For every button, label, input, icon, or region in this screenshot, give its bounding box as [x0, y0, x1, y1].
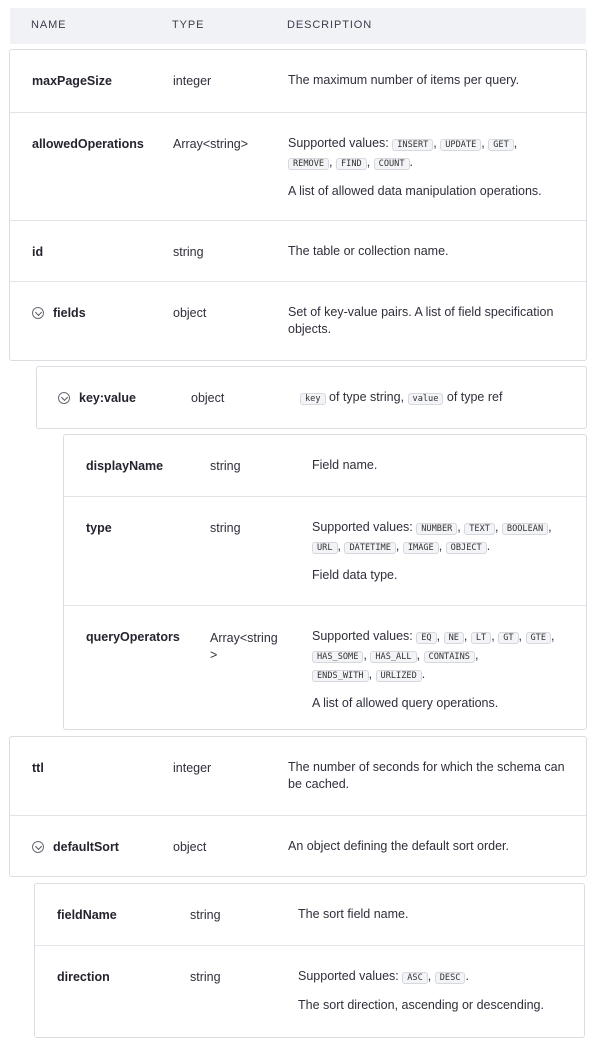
property-description: Set of key-value pairs. A list of field specification objects. — [288, 305, 554, 336]
property-description: key of type string, value of type ref — [300, 389, 502, 408]
expand-keyvalue-toggle[interactable]: key:value — [58, 391, 136, 405]
property-description: Supported values: NUMBER , TEXT , BOOLEAN , URL , DATETIME , IMAGE , OBJECT . Field data type. — [312, 520, 552, 582]
value-chip: HAS_SOME — [312, 651, 363, 663]
value-chip: URLIZED — [376, 670, 422, 682]
value-chip: NUMBER — [416, 523, 457, 535]
table-row-direction — [35, 945, 584, 1038]
property-type: Array<string> — [173, 137, 249, 151]
property-type: object — [173, 306, 207, 320]
table-header — [10, 8, 586, 44]
property-type: string — [210, 521, 241, 535]
value-chip: CONTAINS — [424, 651, 475, 663]
value-chip: EQ — [416, 632, 436, 644]
property-description: An object defining the default sort order. — [288, 839, 509, 853]
schema-properties-table — [9, 49, 587, 361]
table-row-fieldname — [35, 884, 584, 945]
property-description: Supported values: EQ , NE , LT , GT , GTE , HAS_SOME , HAS_ALL , CONTAINS , ENDS_WITH , URLIZED . A list of allowed query operations. — [312, 629, 555, 710]
property-description: Supported values: INSERT , UPDATE , GET , REMOVE , FIND , COUNT . A list of allowed data manipulation operations. — [288, 136, 542, 198]
property-type: object — [191, 391, 225, 405]
field-spec-table — [63, 434, 587, 730]
property-description: The maximum number of items per query. — [288, 73, 520, 87]
property-type: integer — [173, 761, 212, 775]
value-chip: FIND — [336, 158, 367, 170]
property-type: string — [190, 970, 221, 984]
property-description: The table or collection name. — [288, 244, 449, 258]
value-chip: HAS_ALL — [370, 651, 416, 663]
property-type: string — [210, 459, 241, 473]
property-description: The sort field name. — [298, 907, 409, 921]
value-chip: NE — [444, 632, 464, 644]
fields-nested-table — [36, 366, 587, 429]
chevron-down-icon — [32, 307, 44, 319]
value-chip: TEXT — [464, 523, 495, 535]
table-row-defaultsort[interactable] — [10, 815, 586, 877]
column-header-name: NAME — [31, 19, 67, 31]
column-header-description: DESCRIPTION — [287, 19, 373, 31]
chevron-down-icon — [32, 841, 44, 853]
property-type: Array<string > — [210, 631, 278, 662]
value-chip: DESC — [435, 972, 466, 984]
value-chip: COUNT — [374, 158, 410, 170]
value-chip: DATETIME — [344, 542, 395, 554]
table-row-displayname — [64, 435, 586, 496]
expand-fields-toggle[interactable]: fields — [32, 306, 86, 320]
property-name: maxPageSize — [32, 74, 112, 88]
property-type: object — [173, 840, 207, 854]
property-description: Field name. — [312, 458, 378, 472]
table-row-maxpagesize — [10, 50, 586, 112]
value-chip: URL — [312, 542, 338, 554]
property-name: id — [32, 245, 44, 259]
value-chip: key — [300, 393, 326, 405]
property-name: ttl — [32, 761, 44, 775]
table-row-fields[interactable] — [10, 281, 586, 360]
value-chip: GT — [498, 632, 518, 644]
value-chip: IMAGE — [403, 542, 439, 554]
property-name: allowedOperations — [32, 137, 144, 151]
property-description: Supported values: ASC , DESC . The sort direction, ascending or descending. — [298, 969, 544, 1012]
table-row-allowedoperations — [10, 112, 586, 221]
value-chip: value — [408, 393, 444, 405]
value-chip: GET — [488, 139, 514, 151]
value-chip: GTE — [526, 632, 552, 644]
column-header-type: TYPE — [172, 19, 205, 31]
table-row-queryoperators — [64, 605, 586, 729]
property-type: string — [173, 245, 204, 259]
property-type: string — [190, 908, 221, 922]
property-name: type — [86, 521, 112, 535]
property-name: queryOperators — [86, 630, 180, 644]
value-chip: ASC — [402, 972, 428, 984]
value-chip: BOOLEAN — [502, 523, 548, 535]
expand-defaultsort-toggle[interactable]: defaultSort — [32, 840, 119, 854]
schema-properties-table-continued — [9, 736, 587, 877]
property-name: fieldName — [57, 908, 117, 922]
property-name: displayName — [86, 459, 164, 473]
table-row-type — [64, 496, 586, 606]
property-name: direction — [57, 970, 110, 984]
property-type: integer — [173, 74, 212, 88]
property-description: The number of seconds for which the schema can be cached. — [288, 760, 565, 791]
value-chip: ENDS_WITH — [312, 670, 369, 682]
table-row-ttl — [10, 737, 586, 815]
defaultsort-nested-table — [34, 883, 585, 1038]
table-row-keyvalue[interactable] — [37, 367, 586, 428]
value-chip: LT — [471, 632, 491, 644]
table-row-id — [10, 220, 586, 282]
chevron-down-icon — [58, 392, 70, 404]
value-chip: UPDATE — [440, 139, 481, 151]
value-chip: INSERT — [392, 139, 433, 151]
value-chip: REMOVE — [288, 158, 329, 170]
value-chip: OBJECT — [446, 542, 487, 554]
